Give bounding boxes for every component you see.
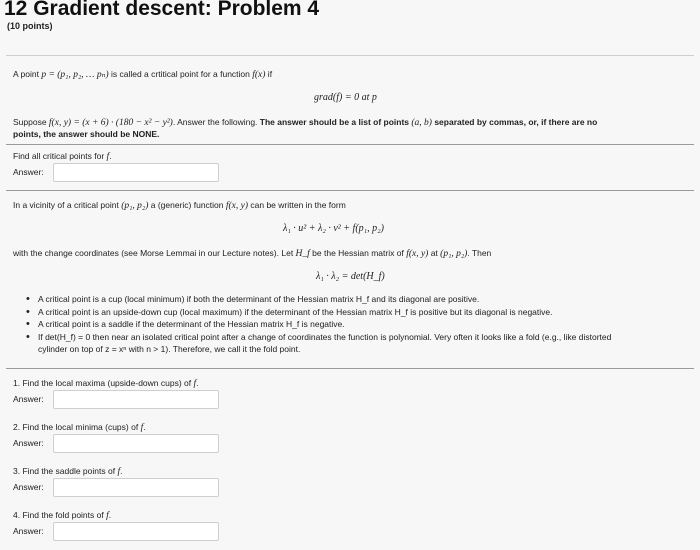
local-maxima-answer-input[interactable]	[53, 390, 219, 409]
determinant-equation: λ₁ · λ₂ = det(H_f)	[316, 271, 385, 282]
vicinity-text: In a vicinity of a critical point (p₁, p₂) a (generic) function f(x, y) can be written in the form	[13, 200, 346, 211]
list-item-continuation: cylinder on top of z = xⁿ with n > 1). Therefore, we call it the fold point.	[38, 344, 301, 354]
divider	[6, 368, 694, 369]
divider	[6, 55, 694, 56]
question-4: 4. Find the fold points of f.	[13, 510, 112, 521]
divider	[6, 144, 694, 145]
answer-label: Answer:	[13, 482, 44, 492]
list-item: • If det(H_f) = 0 then near an isolated critical point after a change of coordinates the function is polynomial. Very often it looks like a fold (e.g., like distorted	[26, 330, 612, 343]
answer-label: Answer:	[13, 526, 44, 536]
list-item: • A critical point is a saddle if the determinant of the Hessian matrix H_f is negative.	[26, 318, 345, 330]
question-3: 3. Find the saddle points of f.	[13, 466, 123, 477]
saddle-points-answer-input[interactable]	[53, 478, 219, 497]
fold-points-answer-input[interactable]	[53, 522, 219, 541]
divider	[6, 190, 694, 191]
list-item: • A critical point is a cup (local minimum) if both the determinant of the Hessian matrix H_f and its diagonal are positive.	[26, 293, 480, 305]
points-label: (10 points)	[7, 21, 53, 31]
morse-form-equation: λ₁ · u² + λ₂ · v² + f(p₁, p₂)	[283, 223, 384, 234]
problem-title: 12 Gradient descent: Problem 4	[4, 0, 320, 20]
answer-label: Answer:	[13, 394, 44, 404]
classification-list	[26, 293, 694, 356]
intro-text: A point p = (p₁, p₂, … pₙ) is called a crtitical point for a function f(x) if	[13, 69, 273, 80]
local-minima-answer-input[interactable]	[53, 434, 219, 453]
question-1: 1. Find the local maxima (upside-down cups) of f.	[13, 378, 199, 389]
hessian-text: with the change coordinates (see Morse Lemmai in our Lecture notes). Let H_f be the Hessian matrix of f(x, y) at (p₁, p₂). Then	[13, 248, 492, 259]
list-item: • A critical point is an upside-down cup (local maximum) if the determinant of the Hessian matrix H_f is positive but its diagonal is negative.	[26, 305, 553, 318]
gradient-equation: grad(f) = 0 at p	[314, 92, 377, 103]
critical-points-answer-input[interactable]	[53, 163, 219, 182]
suppose-text-line2: points, the answer should be NONE.	[13, 129, 160, 139]
suppose-text: Suppose f(x, y) = (x + 6) · (180 − x² − y²). Answer the following. The answer should be a list of points (a, b) separated by commas, or, if there are no	[13, 117, 598, 128]
answer-label: Answer:	[13, 438, 44, 448]
question-2: 2. Find the local minima (cups) of f.	[13, 422, 146, 433]
answer-label: Answer:	[13, 167, 44, 177]
critical-points-question: Find all critical points for f.	[13, 151, 112, 162]
